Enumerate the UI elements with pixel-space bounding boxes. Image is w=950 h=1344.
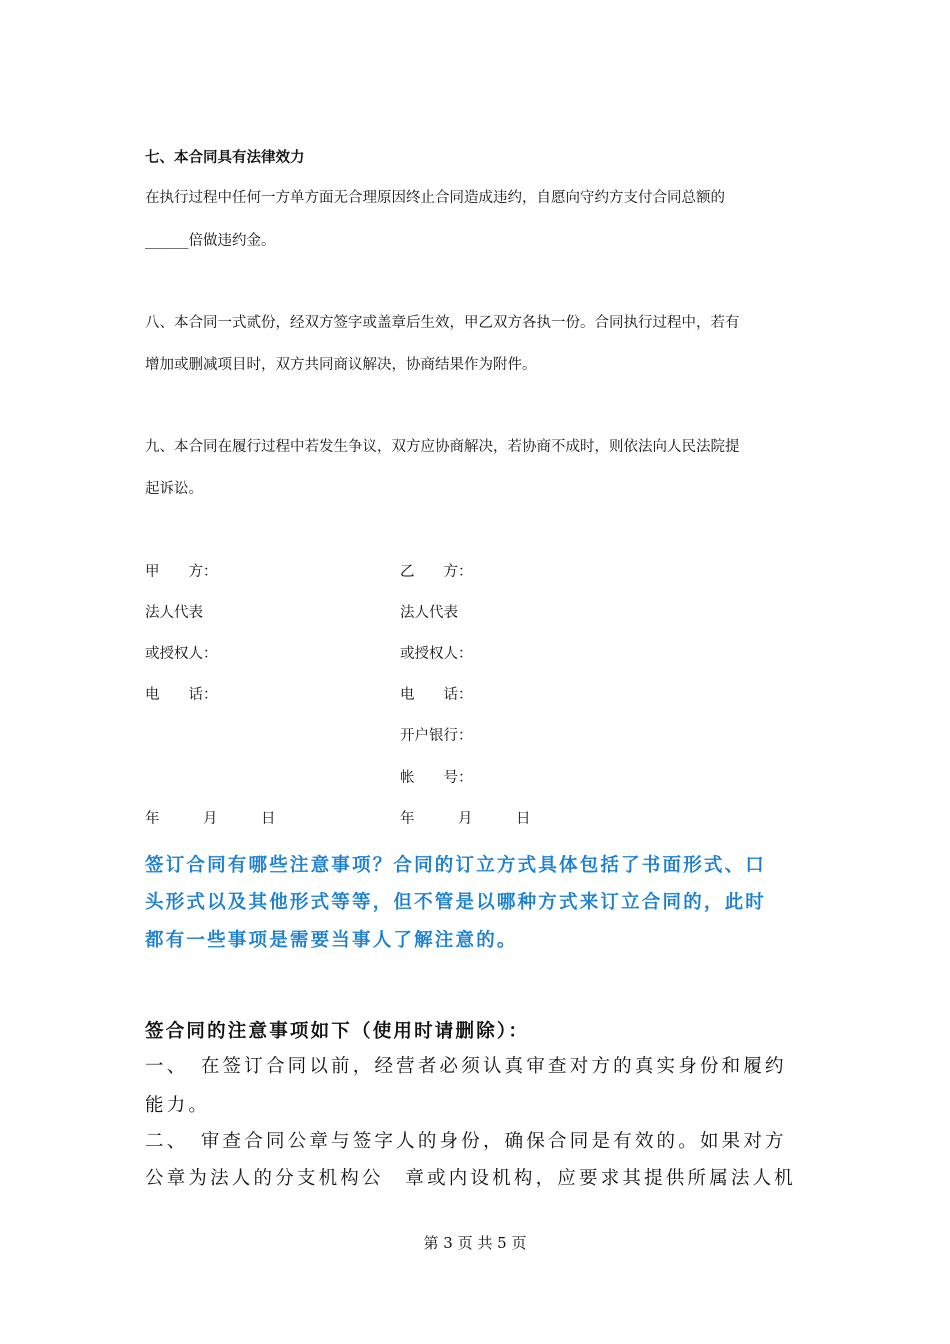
section-7-line-1: 在执行过程中任何一方单方面无合理原因终止合同造成违约，自愿向守约方支付合同总额的	[145, 190, 725, 206]
party-b-rep-label: 法人代表	[400, 605, 458, 621]
party-a-phone-label: 电 话：	[145, 687, 218, 703]
party-b-date-label: 年 月 日	[400, 811, 531, 827]
section-9-line-1: 九、本合同在履行过程中若发生争议，双方应协商解决，若协商不成时，则依法向人民法院提	[145, 439, 740, 455]
section-7-heading: 七、本合同具有法律效力	[145, 149, 305, 166]
notice-line-3: 都有一些事项是需要当事人了解注意的。	[145, 930, 518, 951]
party-b-bank-label: 开户银行：	[400, 728, 473, 744]
tips-item-1-line-1: 一、 在签订合同以前，经营者必须认真审查对方的真实身份和履约	[145, 1056, 787, 1077]
party-b-auth-label: 或授权人：	[400, 646, 473, 662]
party-a-date-label: 年 月 日	[145, 811, 276, 827]
party-b-account-label: 帐 号：	[400, 770, 473, 786]
party-a-auth-label: 或授权人：	[145, 646, 218, 662]
party-b-label: 乙 方：	[400, 564, 473, 580]
section-7-line-2: ______倍做违约金。	[145, 233, 276, 249]
notice-line-1: 签订合同有哪些注意事项？合同的订立方式具体包括了书面形式、口	[145, 855, 767, 876]
section-8-line-1: 八、本合同一式贰份，经双方签字或盖章后生效，甲乙双方各执一份。合同执行过程中，若有	[145, 315, 740, 331]
page-number-footer: 第 3 页 共 5 页	[423, 1234, 527, 1252]
tips-item-2-line-1: 二、 审查合同公章与签字人的身份，确保合同是有效的。如果对方	[145, 1131, 787, 1152]
party-a-label: 甲 方：	[145, 564, 218, 580]
tips-title: 签合同的注意事项如下（使用时请删除）：	[145, 1021, 530, 1042]
tips-item-2-line-2: 公章为法人的分支机构公 章或内设机构，应要求其提供所属法人机	[145, 1168, 797, 1189]
notice-line-2: 头形式以及其他形式等等，但不管是以哪种方式来订立合同的，此时	[145, 892, 767, 913]
section-9-line-2: 起诉讼。	[145, 481, 203, 497]
section-8-line-2: 增加或删减项目时，双方共同商议解决，协商结果作为附件。	[145, 357, 537, 373]
tips-item-1-line-2: 能力。	[145, 1095, 211, 1116]
party-b-phone-label: 电 话：	[400, 687, 473, 703]
party-a-rep-label: 法人代表	[145, 605, 203, 621]
